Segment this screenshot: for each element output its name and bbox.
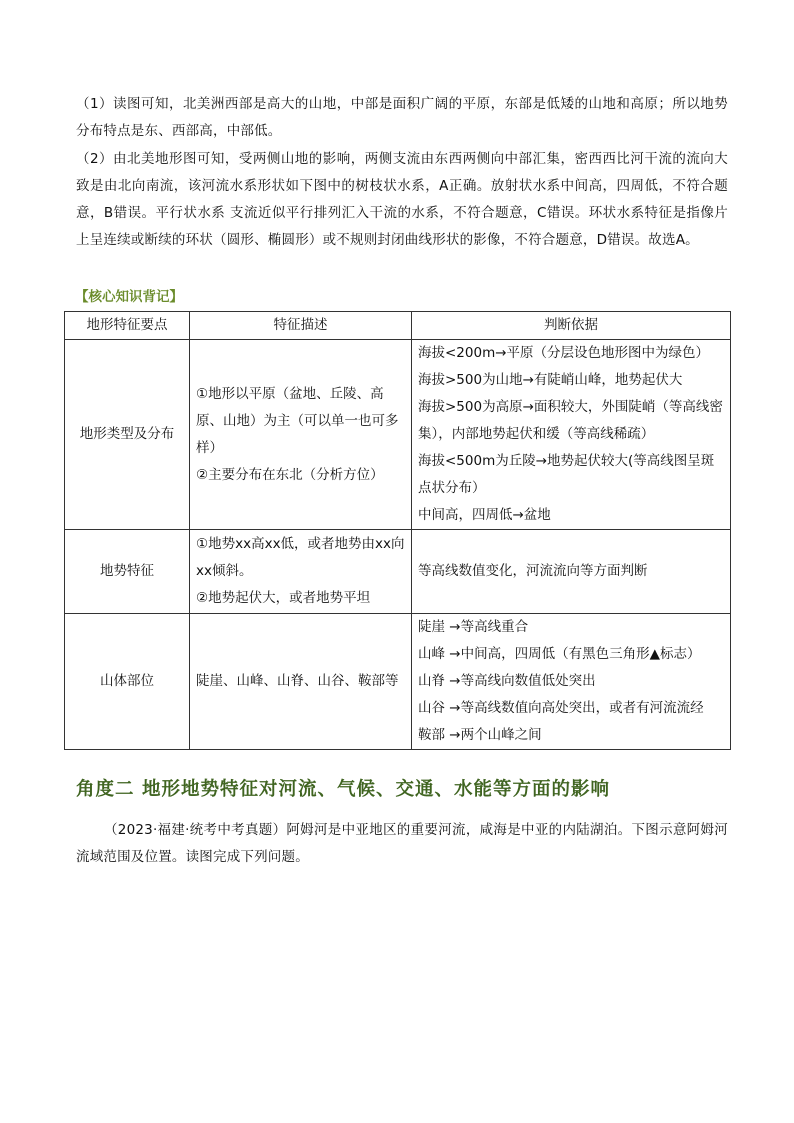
row-point: 地形类型及分布 bbox=[65, 340, 190, 530]
question-intro: （2023·福建·统考中考真题）阿姆河是中亚地区的重要河流，咸海是中亚的内陆湖泊。下图示意阿姆河流域范围及位置。读图完成下列问题。 bbox=[76, 822, 728, 865]
basis-line: 海拔<200m→平原（分层设色地形图中为绿色） bbox=[418, 345, 710, 361]
basis-line: 中间高，四周低→盆地 bbox=[418, 507, 551, 523]
header-description: 特征描述 bbox=[190, 312, 412, 340]
row-description bbox=[190, 340, 412, 530]
row-basis bbox=[412, 614, 731, 750]
description-line: ①地形以平原（盆地、丘陵、高原、山地）为主（可以单一也可多样） bbox=[196, 385, 399, 456]
table-row bbox=[65, 614, 731, 750]
explanation-paragraph-1: （1）读图可知，北美洲西部是高大的山地，中部是面积广阔的平原，东部是低矮的山地和高原；所以地势分布特点是东、西部高，中部低。 bbox=[76, 96, 728, 139]
explanation-paragraph-2: （2）由北美地形图可知，受两侧山地的影响，两侧支流由东西两侧向中部汇集，密西西比河干流的流向大致是由北向南流，该河流水系形状如下图中的树枝状水系，A正确。放射状水系中间高，四周低，不符合题意，B错误。平行状水系 支流近似平行排列汇入干流的水系，不符合题意，C错误。环状水系特征是指像片上呈连续或断续的环状（圆形、椭圆形）或不规则封闭曲线形状的影像，不符合题意，D错误。故选A。 bbox=[76, 151, 728, 248]
basis-line: 鞍部 →两个山峰之间 bbox=[418, 727, 542, 743]
table-header-row bbox=[65, 312, 731, 340]
row-description bbox=[190, 614, 412, 750]
description-line: ②主要分布在东北（分析方位） bbox=[196, 466, 384, 483]
row-basis bbox=[412, 530, 731, 614]
table-row bbox=[65, 340, 731, 530]
header-point: 地形特征要点 bbox=[65, 312, 190, 340]
basis-line: 等高线数值变化，河流流向等方面判断 bbox=[418, 563, 648, 579]
description-line: ②地势起伏大，或者地势平坦 bbox=[196, 590, 371, 606]
basis-line: 山脊 →等高线向数值低处突出 bbox=[418, 673, 596, 689]
knowledge-table bbox=[64, 311, 731, 750]
row-description bbox=[190, 530, 412, 614]
description-line: 陡崖、山峰、山脊、山谷、鞍部等 bbox=[196, 673, 399, 689]
basis-line: 山谷 →等高线数值向高处突出，或者有河流流经 bbox=[418, 700, 704, 716]
header-basis: 判断依据 bbox=[412, 312, 731, 340]
row-point: 山体部位 bbox=[65, 614, 190, 750]
basis-line: 海拔<500m为丘陵→地势起伏较大(等高线图呈斑点状分布） bbox=[418, 453, 715, 496]
basis-line: 海拔>500为山地→有陡峭山峰，地势起伏大 bbox=[418, 372, 683, 388]
basis-line: 陡崖 →等高线重合 bbox=[418, 619, 529, 635]
section-heading: 角度二 地形地势特征对河流、气候、交通、水能等方面的影响 bbox=[76, 779, 610, 800]
section-tag: 【核心知识背记】 bbox=[75, 289, 183, 305]
table-row bbox=[65, 530, 731, 614]
basis-line: 海拔>500为高原→面积较大，外围陡峭（等高线密集），内部地势起伏和缓（等高线稀疏） bbox=[418, 399, 723, 442]
basis-line: 山峰 →中间高，四周低（有黑色三角形▲标志） bbox=[418, 646, 701, 662]
row-point: 地势特征 bbox=[65, 530, 190, 614]
description-line: ①地势xx高xx低，或者地势由xx向xx倾斜。 bbox=[196, 536, 405, 579]
row-basis bbox=[412, 340, 731, 530]
